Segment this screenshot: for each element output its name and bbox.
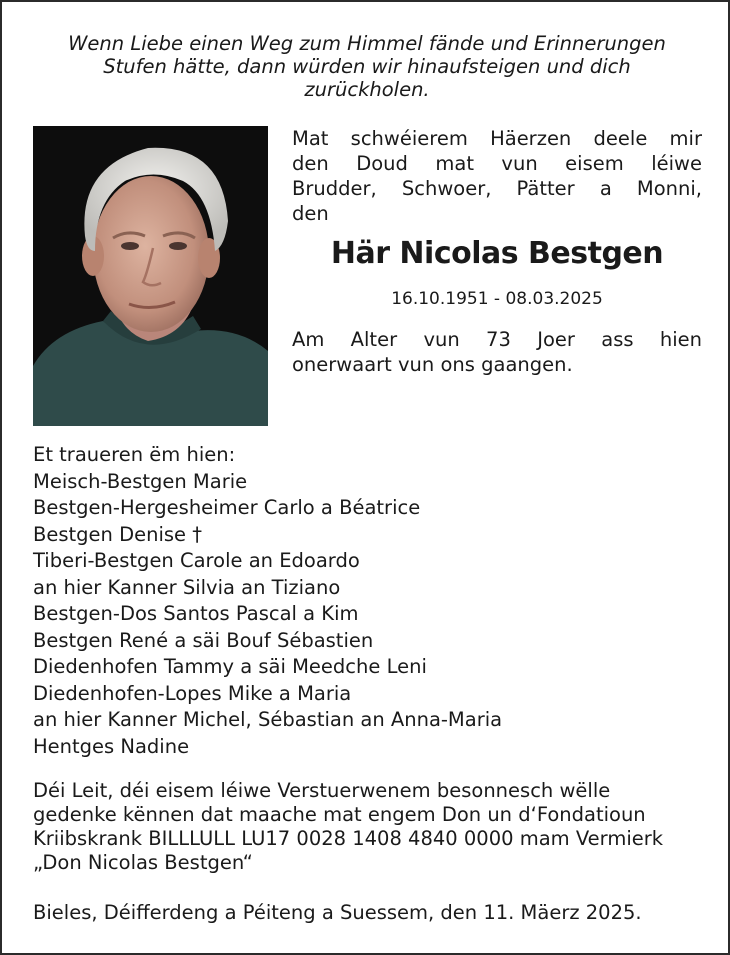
donation-line: „Don Nicolas Bestgen“: [33, 851, 253, 874]
memorial-poem: [32, 32, 702, 101]
poem-line: zurückholen.: [304, 78, 430, 101]
mourner-entry: an hier Kanner Silvia an Tiziano: [33, 575, 341, 599]
portrait-photo-icon: [33, 126, 268, 426]
donation-line: Kriibskrank BILLLULL LU17 0028 1408 4840 0000 mam Vermierk: [33, 827, 664, 850]
mourner-entry: Diedenhofen Tammy a säi Meedche Leni: [33, 655, 427, 678]
mourners-heading: Et traueren ëm hien:: [33, 443, 236, 466]
announcement-text: [292, 126, 702, 226]
life-dates: 16.10.1951 - 08.03.2025: [391, 289, 603, 309]
deceased-name: Här Nicolas Bestgen: [330, 236, 664, 271]
place-and-date: Bieles, Déifferdeng a Péiteng a Suessem, den 11. Mäerz 2025.: [33, 901, 642, 924]
age-line: onerwaart vun ons gaangen.: [292, 353, 573, 376]
intro-line: Mat schwéierem Häerzen deele mir: [292, 127, 702, 150]
mourner-entry: Meisch-Bestgen Marie: [33, 469, 248, 493]
mourner-entry: Bestgen-Dos Santos Pascal a Kim: [33, 602, 359, 625]
donation-notice: [33, 779, 703, 875]
mourner-entry: Diedenhofen-Lopes Mike a Maria: [33, 681, 352, 705]
mourner-entry: Bestgen René a säi Bouf Sébastien: [33, 628, 374, 652]
intro-line: den Doud mat vun eisem léiwe: [292, 152, 702, 175]
mourner-entry: Tiberi-Bestgen Carole an Edoardo: [33, 549, 360, 572]
poem-line: Wenn Liebe einen Weg zum Himmel fände und Erinnerungen: [68, 32, 666, 55]
intro-line: den: [292, 202, 329, 225]
donation-line: gedenke kënnen dat maache mat engem Don un d‘Fondatioun: [33, 803, 646, 826]
age-line: Am Alter vun 73 Joer ass hien: [292, 328, 702, 351]
age-statement: [292, 327, 702, 377]
portrait-photo: [33, 126, 268, 426]
mourner-entry: Bestgen Denise †: [33, 522, 203, 546]
poem-line: Stufen hätte, dann würden wir hinaufsteigen und dich: [103, 55, 631, 78]
intro-line: Brudder, Schwoer, Pätter a Monni,: [292, 177, 702, 200]
donation-line: Déi Leit, déi eisem léiwe Verstuerwenem besonnesch wëlle: [33, 779, 611, 802]
mourner-entry: Bestgen-Hergesheimer Carlo a Béatrice: [33, 496, 421, 519]
mourners-list: [33, 442, 703, 760]
mourner-entry: Hentges Nadine: [33, 734, 190, 758]
mourner-entry: an hier Kanner Michel, Sébastian an Anna-Maria: [33, 708, 503, 731]
